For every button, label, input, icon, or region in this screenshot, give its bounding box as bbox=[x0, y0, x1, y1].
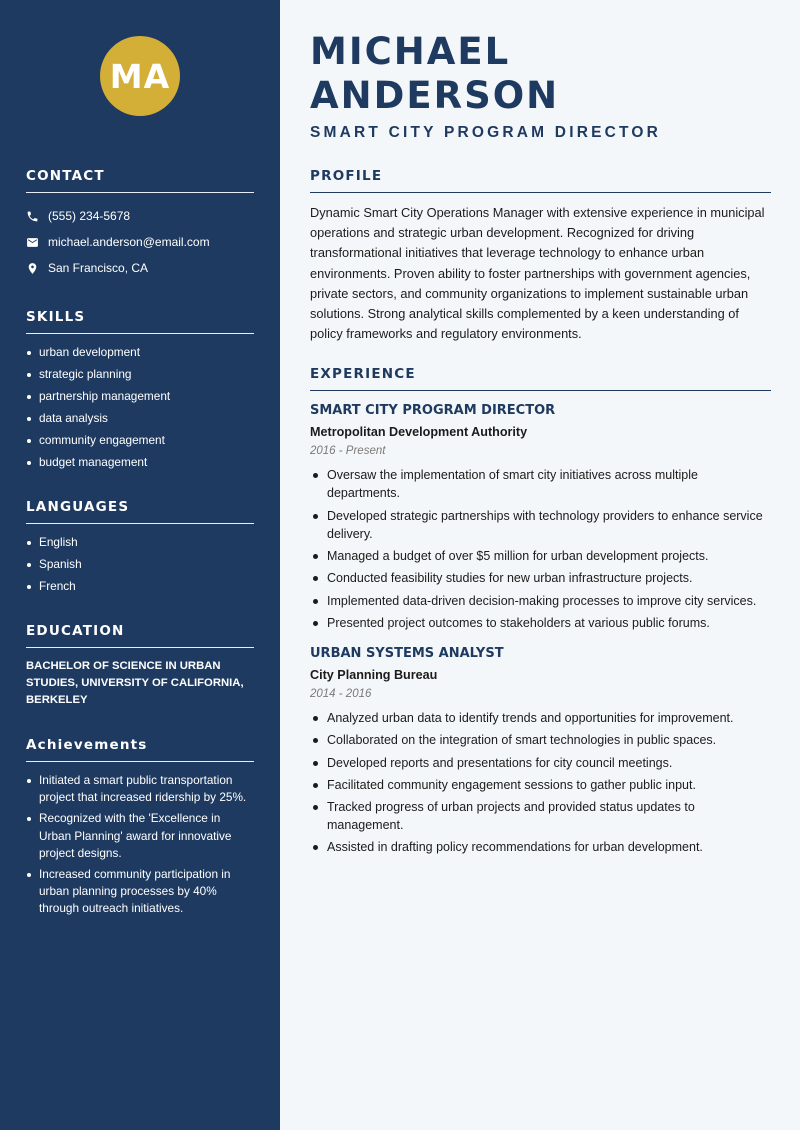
contact-list bbox=[26, 203, 254, 281]
avatar: MA bbox=[100, 36, 180, 116]
language-item: Spanish bbox=[26, 556, 254, 573]
location-pin-icon bbox=[26, 262, 39, 275]
main-content bbox=[280, 0, 800, 1130]
job-entry bbox=[310, 403, 771, 631]
contact-email bbox=[26, 229, 254, 255]
skills-list bbox=[26, 344, 254, 471]
job-title: URBAN SYSTEMS ANALYST bbox=[310, 645, 504, 661]
contact-heading: CONTACT bbox=[26, 168, 254, 193]
achievements-heading: Achievements bbox=[26, 737, 254, 762]
achievement-item: Increased community participation in urban planning processes by 40% through outreach initiatives. bbox=[26, 866, 254, 918]
language-item: French bbox=[26, 578, 254, 595]
skill-item: community engagement bbox=[26, 432, 254, 449]
contact-location bbox=[26, 255, 254, 281]
phone-icon bbox=[26, 210, 39, 223]
profile-text: Dynamic Smart City Operations Manager with extensive experience in municipal operations and strategic urban development. Recognized for driving transformational initiatives that leverage technology to enhance urban environments. Proven ability to foster partnerships with government agencies, private sectors, and community organizations to implement sustainable urban solutions. Strong analytical skills complemented by a keen understanding of policy frameworks and regulatory environments. bbox=[310, 205, 765, 342]
job-bullet: Implemented data-driven decision-making processes to improve city services. bbox=[310, 592, 771, 610]
job-bullet: Conducted feasibility studies for new urban infrastructure projects. bbox=[310, 569, 771, 587]
profile-heading: PROFILE bbox=[310, 168, 771, 193]
experience-section bbox=[310, 366, 771, 856]
job-bullet: Collaborated on the integration of smart technologies in public spaces. bbox=[310, 731, 771, 749]
candidate-name: MICHAEL ANDERSON bbox=[310, 30, 560, 117]
skill-item: partnership management bbox=[26, 388, 254, 405]
job-bullet: Tracked progress of urban projects and provided status updates to management. bbox=[310, 798, 771, 834]
contact-phone bbox=[26, 203, 254, 229]
skills-section bbox=[26, 309, 254, 471]
job-title: SMART CITY PROGRAM DIRECTOR bbox=[310, 403, 556, 419]
job-organization: City Planning Bureau bbox=[310, 667, 438, 682]
skill-item: strategic planning bbox=[26, 366, 254, 383]
job-bullet: Developed reports and presentations for city council meetings. bbox=[310, 754, 771, 772]
skill-item: urban development bbox=[26, 344, 254, 361]
job-entry bbox=[310, 646, 771, 856]
job-bullet: Managed a budget of over $5 million for urban development projects. bbox=[310, 547, 771, 565]
languages-heading: LANGUAGES bbox=[26, 499, 254, 524]
job-dates: 2016 - Present bbox=[310, 445, 386, 458]
phone-text: (555) 234-5678 bbox=[48, 209, 131, 223]
language-item: English bbox=[26, 534, 254, 551]
job-organization: Metropolitan Development Authority bbox=[310, 425, 528, 440]
job-bullet: Presented project outcomes to stakeholders at various public forums. bbox=[310, 614, 771, 632]
location-text: San Francisco, CA bbox=[48, 261, 149, 275]
experience-heading: EXPERIENCE bbox=[310, 366, 771, 391]
email-icon bbox=[26, 236, 39, 249]
job-bullet: Developed strategic partnerships with technology providers to enhance service delivery. bbox=[310, 507, 771, 543]
job-bullet: Facilitated community engagement sessions to gather public input. bbox=[310, 776, 771, 794]
job-bullets bbox=[310, 709, 771, 856]
contact-section bbox=[26, 168, 254, 281]
email-text[interactable]: michael.anderson@email.com bbox=[48, 235, 210, 249]
achievements-section bbox=[26, 737, 254, 918]
profile-section bbox=[310, 168, 771, 344]
job-bullet: Assisted in drafting policy recommendations for urban development. bbox=[310, 838, 771, 856]
achievement-item: Initiated a smart public transportation project that increased ridership by 25%. bbox=[26, 772, 254, 806]
achievement-item: Recognized with the 'Excellence in Urban Planning' award for innovative project designs. bbox=[26, 810, 254, 862]
skill-item: data analysis bbox=[26, 410, 254, 427]
languages-section bbox=[26, 499, 254, 595]
languages-list bbox=[26, 534, 254, 595]
sidebar bbox=[0, 0, 280, 1130]
candidate-title: SMART CITY PROGRAM DIRECTOR bbox=[310, 124, 662, 141]
job-bullets bbox=[310, 466, 771, 631]
education-section bbox=[26, 623, 254, 709]
skill-item: budget management bbox=[26, 454, 254, 471]
job-bullet: Analyzed urban data to identify trends and opportunities for improvement. bbox=[310, 709, 771, 727]
job-dates: 2014 - 2016 bbox=[310, 687, 372, 700]
education-degree: BACHELOR OF SCIENCE IN URBAN STUDIES, UNIVERSITY OF CALIFORNIA, BERKELEY bbox=[26, 660, 244, 706]
job-bullet: Oversaw the implementation of smart city initiatives across multiple departments. bbox=[310, 466, 771, 502]
achievements-list bbox=[26, 772, 254, 918]
education-heading: EDUCATION bbox=[26, 623, 254, 648]
skills-heading: SKILLS bbox=[26, 309, 254, 334]
